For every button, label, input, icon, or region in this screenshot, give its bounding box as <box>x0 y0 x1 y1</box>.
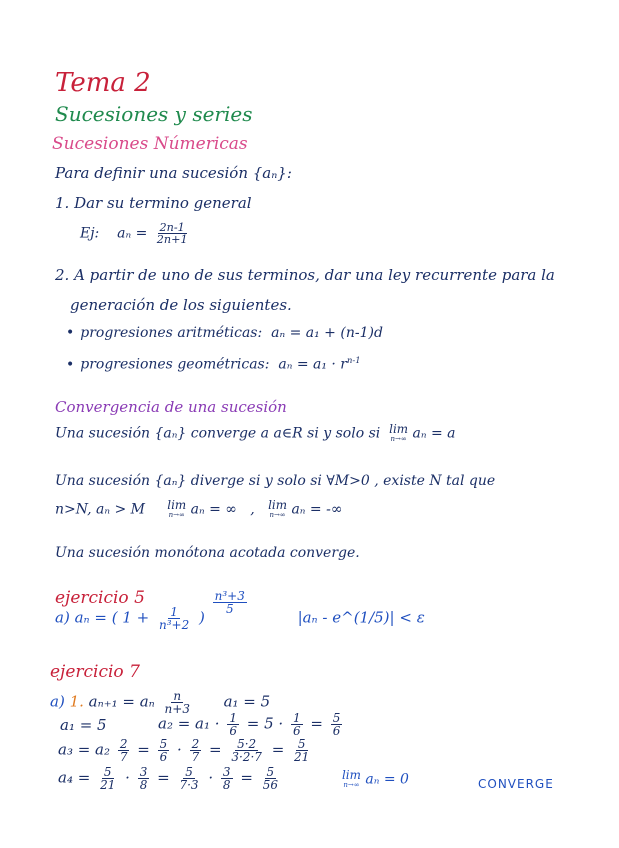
ex7-verdict: CONVERGE <box>478 777 554 791</box>
ex5-inner-den: n³+2 <box>158 618 190 632</box>
a4-f5-den: 56 <box>262 778 278 792</box>
ex7-a4-row <box>58 766 283 791</box>
ex5-lhs: a) aₙ = ( 1 + <box>55 608 150 627</box>
item2-line1: 2. A partir de uno de sus terminos, dar una ley recurrente para la <box>55 266 555 284</box>
ex5-close: ) <box>199 608 205 627</box>
ex5-exp-den: 5 <box>225 602 234 616</box>
ex7-frac-den: n+3 <box>164 702 190 716</box>
a3-frac2 <box>158 738 170 763</box>
a3-f4-den: 3·2·7 <box>231 750 262 764</box>
item1-example <box>80 222 193 245</box>
page-title: Tema 2 <box>55 68 151 98</box>
bullet2-label: progresiones geométricas: <box>80 356 270 373</box>
a3-frac1 <box>118 738 130 763</box>
lim-subscript: n→∞ <box>343 780 360 789</box>
monotone-theorem: Una sucesión monótona acotada converge. <box>55 545 360 561</box>
convergence-limit-value: aₙ = a <box>412 425 456 442</box>
a3-f3-den: 7 <box>191 750 200 764</box>
divergence-line: Una sucesión {aₙ} diverge si y solo si ∀M>0 , existe N tal que <box>55 473 496 489</box>
lim-subscript: n→∞ <box>269 510 286 519</box>
lim-label: lim <box>389 422 409 436</box>
ex5-exp-num: n³+3 <box>214 589 245 603</box>
a4-f5-num: 5 <box>266 765 275 779</box>
bullet1-label: progresiones aritméticas: <box>80 325 263 341</box>
a4-dot: · <box>125 768 130 787</box>
lim-subscript: n→∞ <box>390 434 407 443</box>
convergence-heading: Convergencia de una sucesión <box>55 398 287 416</box>
example-denominator: 2n+1 <box>156 233 188 247</box>
a2-f1-den: 6 <box>229 724 237 738</box>
limit-operator <box>167 500 186 519</box>
bullet-dot-icon: • <box>66 356 75 373</box>
limit-operator <box>342 770 361 789</box>
bullet2-exponent: n-1 <box>347 355 361 365</box>
a2-f2-den: 6 <box>292 724 301 738</box>
ex5-inner-fraction <box>157 606 191 631</box>
a3-eq2: = <box>209 740 222 759</box>
a2-frac1 <box>227 712 239 737</box>
a2-f3-den: 6 <box>332 724 341 738</box>
example-numerator: 2n-1 <box>159 221 185 234</box>
a3-f2-den: 6 <box>159 750 168 764</box>
a4-frac2 <box>138 766 150 791</box>
a2-f2-num: 1 <box>292 711 301 725</box>
item2-line2: generación de los siguientes. <box>70 296 292 314</box>
ex7-frac-num: n <box>173 689 182 703</box>
section-heading: Sucesiones y series <box>55 102 253 126</box>
example-fraction <box>155 222 190 245</box>
a2-lhs: a₂ = a₁ · <box>158 714 220 733</box>
ex7-a1: a₁ = 5 <box>60 716 107 734</box>
a3-f1-num: 2 <box>119 737 128 751</box>
a3-f2-num: 5 <box>159 737 168 751</box>
lim-label: lim <box>268 498 287 512</box>
bullet-dot-icon: • <box>66 325 75 341</box>
bullet-arithmetic <box>66 326 383 340</box>
ex7-initial-value: a₁ = 5 <box>223 692 271 711</box>
a4-frac1 <box>98 766 117 791</box>
a3-f4-num: 5·2 <box>237 737 257 751</box>
ex7-a2-row <box>158 712 345 737</box>
a4-f3-den: 7·3 <box>179 778 199 792</box>
a4-f2-num: 3 <box>139 765 148 779</box>
example-lhs: aₙ = <box>117 225 148 242</box>
a3-frac5 <box>292 738 311 763</box>
ex5-exponent <box>213 590 247 615</box>
separator: , <box>250 501 255 518</box>
ex5-inner-num: 1 <box>170 605 178 619</box>
a2-f3-num: 5 <box>332 711 341 725</box>
limit-plus-infinity: aₙ = ∞ <box>190 501 237 518</box>
convergence-line1 <box>55 424 456 443</box>
a3-eq1: = <box>137 740 150 759</box>
ex7-recurrence-lhs: aₙ₊₁ = aₙ <box>88 692 155 711</box>
subsection-heading: Sucesiones Númericas <box>52 134 248 154</box>
lim-label: lim <box>167 498 187 512</box>
a4-f1-den: 21 <box>100 778 116 792</box>
limit-minus-infinity: aₙ = -∞ <box>291 501 343 518</box>
divergence-line2 <box>55 500 343 519</box>
a4-f2-den: 8 <box>139 778 148 792</box>
limit-operator <box>268 500 287 519</box>
a3-eq3: = <box>271 740 285 759</box>
a3-f5-num: 5 <box>297 737 306 751</box>
a4-frac4 <box>221 766 233 791</box>
lim-subscript: n→∞ <box>168 510 185 519</box>
ex7-part-label: a) <box>50 692 65 711</box>
a2-f1-num: 1 <box>229 711 237 725</box>
limit-operator <box>389 424 408 443</box>
a4-f1-num: 5 <box>103 765 112 779</box>
divergence-condition: n>N, aₙ > M <box>55 501 145 518</box>
a4-eq1: = <box>157 768 170 787</box>
a2-mid: = 5 · <box>246 714 284 733</box>
a4-f3-num: 5 <box>185 765 193 779</box>
example-prefix: Ej: <box>80 225 100 242</box>
a3-frac3 <box>190 738 202 763</box>
a4-frac3 <box>177 766 200 791</box>
a3-f3-num: 2 <box>191 737 200 751</box>
lim-label: lim <box>342 768 361 782</box>
a4-lhs: a₄ = <box>58 768 91 787</box>
a2-frac2 <box>291 712 303 737</box>
a3-lhs: a₃ = a₂ <box>58 740 111 759</box>
ex7-a3-row <box>58 738 314 763</box>
a4-eq2: = <box>240 768 253 787</box>
a4-dot2: · <box>208 768 214 787</box>
a4-f4-den: 8 <box>222 778 231 792</box>
convergence-def: Una sucesión {aₙ} converge a a∈R si y solo si <box>55 425 381 442</box>
a2-eq: = <box>310 714 323 733</box>
ex7-limit <box>342 770 409 789</box>
a3-f1-den: 7 <box>119 750 128 764</box>
exercise7-heading: ejercicio 7 <box>50 662 140 682</box>
ex7-limit-value: aₙ = 0 <box>365 771 409 788</box>
exercise5-heading: ejercicio 5 <box>55 588 145 608</box>
a2-frac3 <box>331 712 343 737</box>
ex5-epsilon-condition: |aₙ - e^(1/5)| < ε <box>297 608 425 627</box>
bullet-geometric <box>66 356 361 372</box>
bullet2-formula: aₙ = a₁ · r <box>278 356 347 373</box>
a4-f4-num: 3 <box>222 765 231 779</box>
a3-dot: · <box>177 740 182 759</box>
intro-line: Para definir una sucesión {aₙ}: <box>55 164 292 182</box>
a4-frac5 <box>261 766 280 791</box>
a3-frac4 <box>229 738 264 763</box>
bullet1-formula: aₙ = a₁ + (n-1)d <box>271 325 383 341</box>
a3-f5-den: 21 <box>294 750 310 764</box>
ex7-item-number: 1. <box>69 692 84 711</box>
item1-label: 1. Dar su termino general <box>55 194 252 212</box>
